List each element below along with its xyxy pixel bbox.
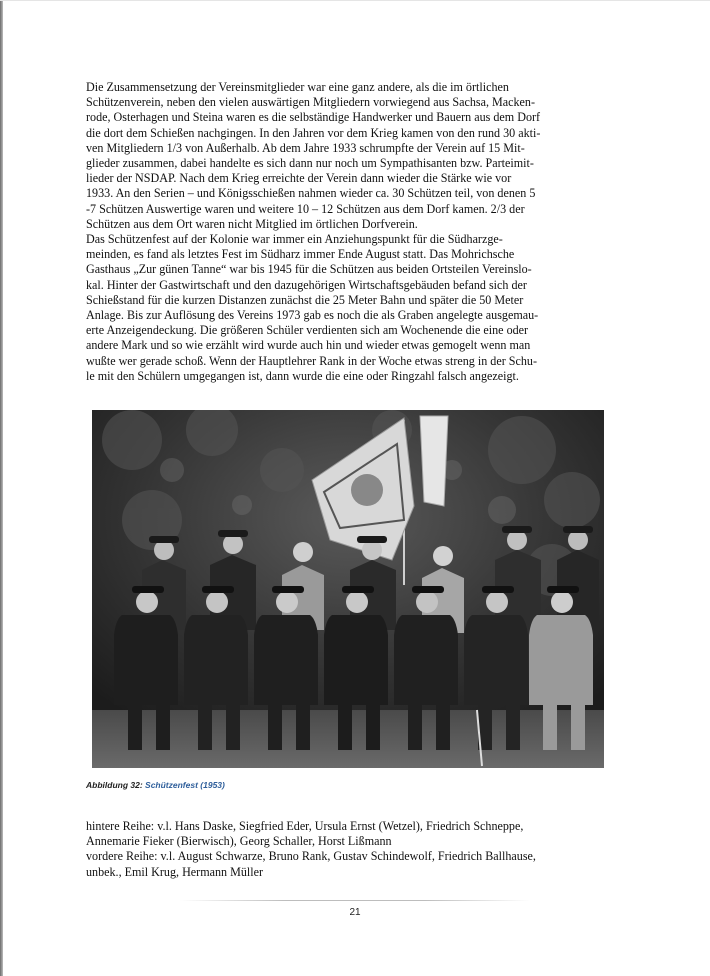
page-left-edge [0, 0, 3, 976]
text-line: Das Schützenfest auf der Kolonie war immer ein Anziehungspunkt für die Südharzge- [86, 232, 503, 247]
text-line: erte Anzeigendeckung. Die größeren Schüler verdienten sich am Wochenende die eine oder [86, 323, 529, 338]
text-line: die dort dem Schießen nachgingen. In den Jahren vor dem Krieg kamen von den rund 30 akti- [86, 125, 541, 140]
names-line: unbek., Emil Krug, Hermann Müller [86, 864, 264, 879]
group-photo-illustration [92, 410, 604, 768]
figure-caption [86, 780, 225, 790]
text-line: glieder zusammen, dabei handelte es sich dann nur noch um Sympathisanten bzw. Parteimit- [86, 156, 534, 171]
text-line: Schützenverein, neben den vielen auswärtigen Mitgliedern vorwiegend aus Sachsa, Macken- [86, 95, 535, 110]
text-line: ven Mitgliedern 1/3 von Außerhalb. Ab dem Jahre 1933 schrumpfte der Verein auf 15 Mit- [86, 140, 525, 155]
text-line: lieder der NSDAP. Nach dem Krieg erreichte der Verein dann wieder die Stärke wie vor [86, 171, 512, 186]
text-line: andere Mark und so wie erzählt wird wurde auch hin und wieder etwas gemogelt wenn man [86, 338, 531, 353]
text-line: le mit den Schülern umgegangen ist, dann wurde die eine oder Ringzahl falsch angezeigt. [86, 368, 519, 383]
names-line: vordere Reihe: v.l. August Schwarze, Bruno Rank, Gustav Schindewolf, Friedrich Ballhause, [86, 849, 536, 864]
text-line: rode, Osterhagen und Steina waren es die selbständige Handwerker und Bauern aus dem Dorf [86, 110, 541, 125]
text-line: wußte wer gerade schoß. Wenn der Hauptlehrer Rank in der Woche etwas streng in der Schu- [86, 353, 537, 368]
names-line: Annemarie Fieker (Bierwisch), Georg Schaller, Horst Lißmann [86, 834, 392, 849]
text-line: kal. Hinter der Gastwirtschaft und den dazugehörigen Wirtschaftsgebäuden befand sich der [86, 277, 527, 292]
caption-title: Schützenfest (1953) [145, 780, 225, 790]
page-top-edge [0, 0, 710, 1]
paragraph [86, 232, 626, 384]
names-line: hintere Reihe: v.l. Hans Daske, Siegfried Eder, Ursula Ernst (Wetzel), Friedrich Schneppe, [86, 819, 524, 833]
text-line: Die Zusammensetzung der Vereinsmitglieder war eine ganz andere, als die im örtlichen [86, 80, 509, 94]
text-line: 1933. An den Serien – und Königsschießen nahmen wieder ca. 30 Schützen teil, von denen 5 [86, 186, 536, 201]
page-number: 21 [349, 907, 361, 918]
text-line: -7 Schützen Auswertige waren und weitere 10 – 12 Schützen aus dem Dorf kamen. 2/3 der [86, 201, 525, 216]
footer-divider [180, 900, 530, 901]
caption-label: Abbildung 32: [86, 780, 146, 790]
text-line: meinden, es fand als letztes Fest im Südharz immer Ende August statt. Das Mohrichsche [86, 247, 515, 262]
paragraph [86, 80, 626, 232]
body-text [86, 80, 626, 384]
text-line: Schützen aus dem Ort waren nicht Mitglied im örtlichen Dorfverein. [86, 216, 418, 231]
text-line: Anlage. Bis zur Auflösung des Vereins 1973 gab es noch die als Graben angelegte ausgemau- [86, 308, 539, 323]
text-line: Schießstand für die kurzen Distanzen zunächst die 25 Meter Bahn und später die 50 Meter [86, 292, 524, 307]
text-line: Gasthaus „Zur günen Tanne“ war bis 1945 für die Schützen aus beiden Ortsteilen Vereinslo- [86, 262, 532, 277]
photo-names [86, 819, 626, 880]
group-photo [92, 410, 604, 768]
